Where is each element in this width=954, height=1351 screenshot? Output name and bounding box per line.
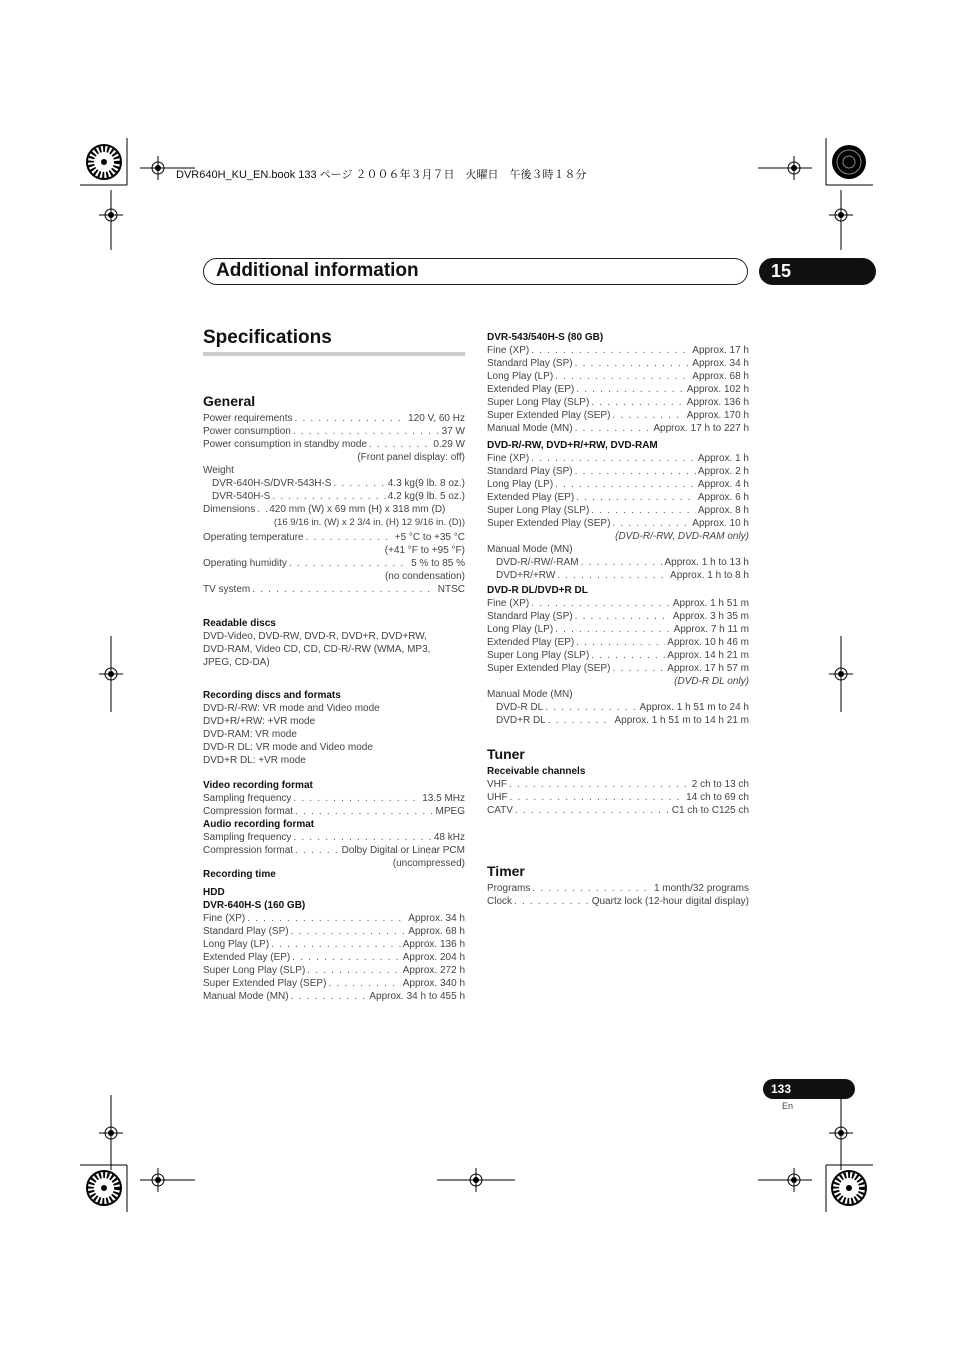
spec-row: Dimensions . . . 420 mm (W) x 69 mm (H) x 318 mm (D) [203,503,465,516]
spec-row: Long Play (LP) . . . Approx. 7 h 11 m [487,623,749,636]
spec-row: Operating temperature . . . +5 °C to +35 °C [203,531,465,544]
spec-row: Super Extended Play (SEP) . . . Approx. 170 h [487,409,749,422]
spec-note: (uncompressed) [392,858,465,869]
spec-label: Weight [203,465,234,476]
text-line: DVD-R/-RW: VR mode and Video mode [203,703,380,714]
spec-row: Extended Play (EP) . . . Approx. 204 h [203,951,465,964]
subsection-heading: Recording discs and formats [203,690,341,701]
spec-row: DVD-R DL . . . Approx. 1 h 51 m to 24 h [487,701,749,714]
spec-row: DVR-640H-S/DVR-543H-S . . . 4.3 kg(9 lb. 8 oz.) [203,477,465,490]
spec-row: Long Play (LP) . . . Approx. 4 h [487,478,749,491]
page-number: 133 [763,1079,855,1099]
subsection-heading: Recording time [203,869,276,880]
spec-row: Clock . . . Quartz lock (12-hour digital display) [487,895,749,908]
spec-note: (DVD-R DL only) [674,676,749,687]
general-section [203,393,465,596]
spec-note: (+41 °F to +95 °F) [384,545,465,556]
tuner-section [487,746,749,817]
spec-note: (Front panel display: off) [357,452,465,463]
subsection-heading: DVD-R/-RW, DVD+R/+RW, DVD-RAM [487,440,658,451]
recording-time-section [203,868,465,1003]
page-language: En [782,1101,794,1111]
spec-row: Programs . . . 1 month/32 programs [487,882,749,895]
spec-row: Super Extended Play (SEP) . . . Approx. 340 h [203,977,465,990]
spec-row: Power consumption in standby mode . . . 0.29 W [203,438,465,451]
subsection-heading: Readable discs [203,618,276,629]
spec-row: Super Long Play (SLP) . . . Approx. 136 h [487,396,749,409]
title-rule [203,352,465,356]
spec-row: Manual Mode (MN) . . . Approx. 17 h to 227 h [487,422,749,435]
spec-row: DVD+R DL . . . Approx. 1 h 51 m to 14 h 21 m [487,714,749,727]
spec-row: Compression format . . . Dolby Digital or Linear PCM [203,844,465,857]
spec-row: Sampling frequency . . . 13.5 MHz [203,792,465,805]
spec-row: TV system . . . NTSC [203,583,465,596]
spec-row: Long Play (LP) . . . Approx. 68 h [487,370,749,383]
spec-row: Compression format . . . MPEG [203,805,465,818]
text-line: DVD-R DL: VR mode and Video mode [203,742,373,753]
spec-row: Super Extended Play (SEP) . . . Approx. 17 h 57 m [487,662,749,675]
spec-row: Power consumption . . . 37 W [203,425,465,438]
spec-row: Super Long Play (SLP) . . . Approx. 14 h 21 m [487,649,749,662]
section-heading: Timer [487,863,525,879]
spec-row: Standard Play (SP) . . . Approx. 68 h [203,925,465,938]
subsection-heading: Audio recording format [203,819,315,830]
spec-row: VHF . . . 2 ch to 13 ch [487,778,749,791]
spec-row: Fine (XP) . . . Approx. 1 h [487,452,749,465]
spec-row: Super Extended Play (SEP) . . . Approx. 10 h [487,517,749,530]
subsection-heading: HDD [203,887,225,898]
spec-row: DVD-R/-RW/-RAM . . . Approx. 1 h to 13 h [487,556,749,569]
spec-row: Super Long Play (SLP) . . . Approx. 8 h [487,504,749,517]
subsection-heading: Video recording format [203,780,313,791]
spec-note: (16 9/16 in. (W) x 2 3/4 in. (H) 12 9/16 in. (D)) [273,517,465,528]
text-line: DVD-RAM, Video CD, CD, CD-R/-RW (WMA, MP3, [203,644,431,655]
model-heading: DVR-543/540H-S (80 GB) [487,332,604,343]
spec-row: Standard Play (SP) . . . Approx. 3 h 35 m [487,610,749,623]
spec-row: Extended Play (EP) . . . Approx. 6 h [487,491,749,504]
section-heading: General [203,393,256,409]
spec-row: Power requirements . . . 120 V, 60 Hz [203,412,465,425]
file-header: DVR640H_KU_EN.book 133 ページ ２００６年３月７日 火曜日 午後３時１８分 [176,169,587,181]
spec-row: DVR-540H-S . . . 4.2 kg(9 lb. 5 oz.) [203,490,465,503]
text-line: DVD+R DL: +VR mode [203,755,306,766]
page-title: Specifications [203,327,332,348]
spec-row: UHF . . . 14 ch to 69 ch [487,791,749,804]
spec-row: Standard Play (SP) . . . Approx. 34 h [487,357,749,370]
chapter-title: Additional information [216,260,419,281]
section-heading: Tuner [487,746,525,762]
subsection-heading: DVD-R DL/DVD+R DL [487,585,588,596]
spec-row: Fine (XP) . . . Approx. 34 h [203,912,465,925]
spec-note: (DVD-R/-RW, DVD-RAM only) [615,531,749,542]
spec-row: Operating humidity . . . 5 % to 85 % [203,557,465,570]
spec-row: Super Long Play (SLP) . . . Approx. 272 h [203,964,465,977]
spec-row: Fine (XP) . . . Approx. 17 h [487,344,749,357]
chapter-number: 15 [759,258,876,285]
spec-label: Manual Mode (MN) [487,544,573,555]
spec-row: Extended Play (EP) . . . Approx. 10 h 46 m [487,636,749,649]
hdd-80gb-section [487,331,749,435]
spec-row: Standard Play (SP) . . . Approx. 2 h [487,465,749,478]
spec-row: CATV . . . C1 ch to C125 ch [487,804,749,817]
spec-row: Long Play (LP) . . . Approx. 136 h [203,938,465,951]
text-line: DVD-RAM: VR mode [203,729,297,740]
recording-formats-section [203,689,465,767]
text-line: JPEG, CD-DA) [203,657,270,668]
text-line: DVD-Video, DVD-RW, DVD-R, DVD+R, DVD+RW, [203,631,427,642]
dual-layer-section [487,584,749,727]
readable-discs-section [203,617,465,669]
dvd-section [487,439,749,582]
timer-section [487,863,749,908]
spec-row: Extended Play (EP) . . . Approx. 102 h [487,383,749,396]
spec-row: Sampling frequency . . . 48 kHz [203,831,465,844]
text-line: DVD+R/+RW: +VR mode [203,716,316,727]
spec-row: DVD+R/+RW . . . Approx. 1 h to 8 h [487,569,749,582]
model-heading: DVR-640H-S (160 GB) [203,900,306,911]
spec-row: Manual Mode (MN) . . . Approx. 34 h to 455 h [203,990,465,1003]
spec-note: (no condensation) [384,571,465,582]
spec-label: Manual Mode (MN) [487,689,573,700]
recording-format-section [203,779,465,870]
spec-row: Fine (XP) . . . Approx. 1 h 51 m [487,597,749,610]
subsection-heading: Receivable channels [487,766,586,777]
